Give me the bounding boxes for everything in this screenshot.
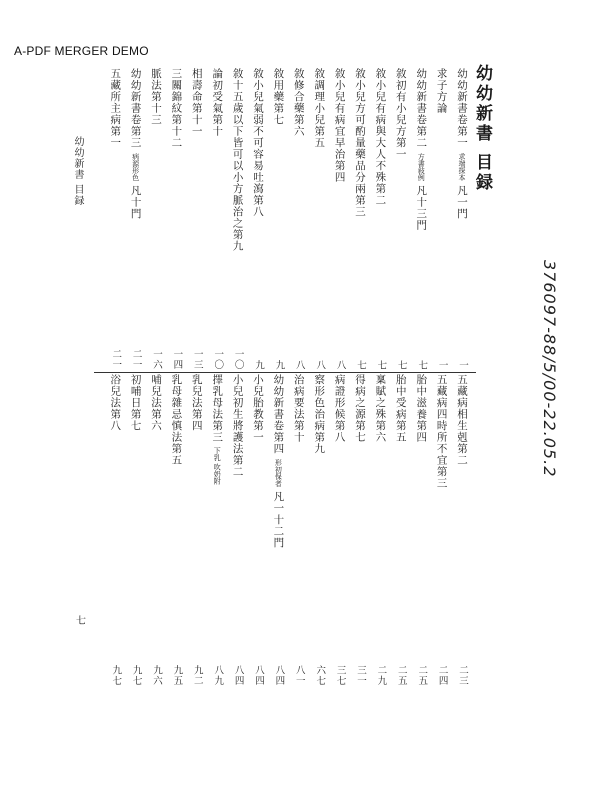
toc-entry (350, 374, 370, 686)
toc-entry (126, 68, 146, 370)
entry-title: 三關錦紋第十二 (170, 68, 183, 149)
entry-page: 九六 (151, 665, 162, 686)
entry-title: 胎中滋養第四 (415, 374, 428, 443)
toc-entry (207, 68, 227, 370)
toc-entry (105, 374, 125, 686)
handwritten-note: 376097-88/5/00-22.05.2 (540, 260, 559, 478)
entry-page: 三一 (355, 665, 366, 686)
entry-page: 一三 (191, 349, 203, 370)
toc-entry (370, 68, 390, 370)
entry-title: 胎中受病第五 (394, 374, 407, 443)
running-head: 幼幼新書 目録 (72, 136, 83, 207)
toc-entry (452, 374, 472, 686)
entry-page: 三七 (334, 665, 346, 686)
entry-title: 五藏病相生剋第二 (456, 374, 468, 466)
entry-page: 九二 (191, 665, 203, 686)
entry-title: 浴兒法第八 (109, 374, 122, 432)
entry-page: 七 (416, 359, 428, 370)
entry-title: 得病之源第七 (354, 374, 366, 443)
entry-title: 乳兒法第四 (190, 374, 203, 432)
toc-entry (268, 374, 288, 686)
entry-title: 小兒初生將護法第二 (231, 374, 244, 478)
toc-entry (248, 374, 268, 686)
toc-entry (126, 374, 146, 686)
entry-note: 下乳 吹奶附 (213, 447, 222, 485)
entry-title: 幼幼新書卷第三 (129, 68, 142, 149)
entry-note: 形初保者 (274, 458, 283, 487)
entry-page: 八一 (293, 665, 305, 686)
page-number: 七 (76, 616, 86, 627)
entry-page: 二九 (375, 665, 387, 686)
toc-entry (248, 68, 268, 370)
entry-title: 乳母雜忌慎法第五 (170, 374, 183, 466)
entry-page: 一 (457, 359, 468, 370)
entry-page: 二三 (457, 665, 468, 686)
entry-title: 求子方論 (435, 68, 448, 114)
toc-entry (289, 68, 309, 370)
entry-page: 九 (273, 359, 285, 370)
entry-title: 小兒胎教第一 (252, 374, 264, 443)
entry-title: 哺兒法第六 (150, 374, 162, 432)
toc-entry (452, 68, 472, 370)
entry-title: 敘用藥第七 (272, 68, 285, 126)
toc-entry (187, 374, 207, 686)
entry-note: 方書敍例 (417, 152, 426, 181)
entry-page: 九 (253, 359, 264, 370)
entry-page: 七 (355, 359, 366, 370)
entry-page: 一〇 (212, 349, 224, 370)
toc-entry (309, 374, 329, 686)
entry-title: 論初受氣第十 (211, 68, 224, 137)
toc-entry (289, 374, 309, 686)
entry-range: 凡一門 (456, 184, 468, 219)
entry-title: 敘調理小兒第五 (313, 68, 326, 149)
entry-page: 二五 (395, 665, 407, 686)
entry-page: 九七 (110, 665, 122, 686)
entry-title: 幼幼新書卷第一 (456, 68, 468, 149)
entry-title: 治病要法第十 (292, 374, 305, 443)
entry-title: 相壽命第十一 (190, 68, 203, 137)
entry-page: 二一 (130, 349, 142, 370)
entry-page: 一 (436, 359, 448, 370)
entry-title: 五藏病四時所不宜第三 (435, 374, 448, 489)
entry-title: 敘小兒氣弱不可容易吐瀉第八 (252, 68, 264, 218)
entry-page: 八 (293, 359, 305, 370)
toc-entry (432, 68, 452, 370)
entry-page: 八 (314, 359, 326, 370)
entry-page: 八 (334, 359, 346, 370)
entry-page: 九七 (130, 665, 142, 686)
entry-page: 一六 (151, 349, 162, 370)
entry-title: 脈法第十三 (150, 68, 162, 126)
section-divider (94, 372, 476, 373)
toc-entry (146, 68, 166, 370)
entry-page: 八四 (273, 665, 285, 686)
toc-entry (207, 374, 227, 686)
toc-entry (411, 374, 431, 686)
entry-page: 一四 (171, 349, 183, 370)
entry-title: 察形色治病第九 (313, 374, 326, 455)
entry-title: 擇乳母法第三 (211, 374, 224, 443)
toc-entry (268, 68, 288, 370)
toc-entry (391, 374, 411, 686)
toc-entry (187, 68, 207, 370)
entry-page: 八四 (253, 665, 264, 686)
entry-page: 二一 (110, 349, 122, 370)
entry-title: 幼幼新書卷第四 (272, 374, 285, 455)
entry-page: 二五 (416, 665, 428, 686)
entry-title: 幼幼新書卷第二 (415, 68, 428, 149)
entry-title: 敘修合藥第六 (292, 68, 305, 137)
toc-entry (166, 68, 186, 370)
entry-title: 敘小兒方可酌量藥品分兩第三 (354, 68, 366, 218)
toc-entry (228, 374, 248, 686)
entry-note: 求端探本 (458, 152, 466, 181)
toc-entry (350, 68, 370, 370)
toc-entry (391, 68, 411, 370)
entry-title: 敘小兒有病與大人不殊第二 (374, 68, 387, 206)
toc-entry (370, 374, 390, 686)
toc-entry (166, 374, 186, 686)
entry-title: 病證形候第八 (333, 374, 346, 443)
watermark-text: A-PDF MERGER DEMO (14, 44, 149, 58)
entry-title: 敘十五歲以下皆可以小方脈治之第九 (231, 68, 244, 252)
toc-entry (309, 68, 329, 370)
entry-range: 凡十三門 (415, 184, 428, 231)
entry-page: 九五 (171, 665, 183, 686)
entry-title: 敘初有小兒方第一 (394, 68, 407, 160)
entry-range: 凡一十二門 (272, 490, 285, 548)
entry-title: 稟賦之殊第六 (374, 374, 387, 443)
entry-page: 七 (375, 359, 387, 370)
entry-page: 二四 (436, 665, 448, 686)
entry-page: 七 (395, 359, 407, 370)
entry-range: 凡十門 (129, 184, 142, 219)
book-title: 幼幼新書 目録 (472, 64, 492, 193)
entry-page: 八九 (212, 665, 224, 686)
toc-entry (432, 374, 452, 686)
toc-entry (146, 374, 166, 686)
toc-entry (330, 374, 350, 686)
entry-page: 一〇 (232, 349, 244, 370)
entry-page: 八四 (232, 665, 244, 686)
entry-title: 敘小兒有病宜早治第四 (333, 68, 346, 183)
entry-title: 初哺日第七 (129, 374, 142, 432)
entry-note: 病源形色 (131, 152, 140, 181)
toc-entry (105, 68, 125, 370)
toc-entry (411, 68, 431, 370)
toc-entry (228, 68, 248, 370)
entry-page: 六七 (314, 665, 326, 686)
entry-title: 五藏所主病第一 (109, 68, 122, 149)
toc-entry (330, 68, 350, 370)
